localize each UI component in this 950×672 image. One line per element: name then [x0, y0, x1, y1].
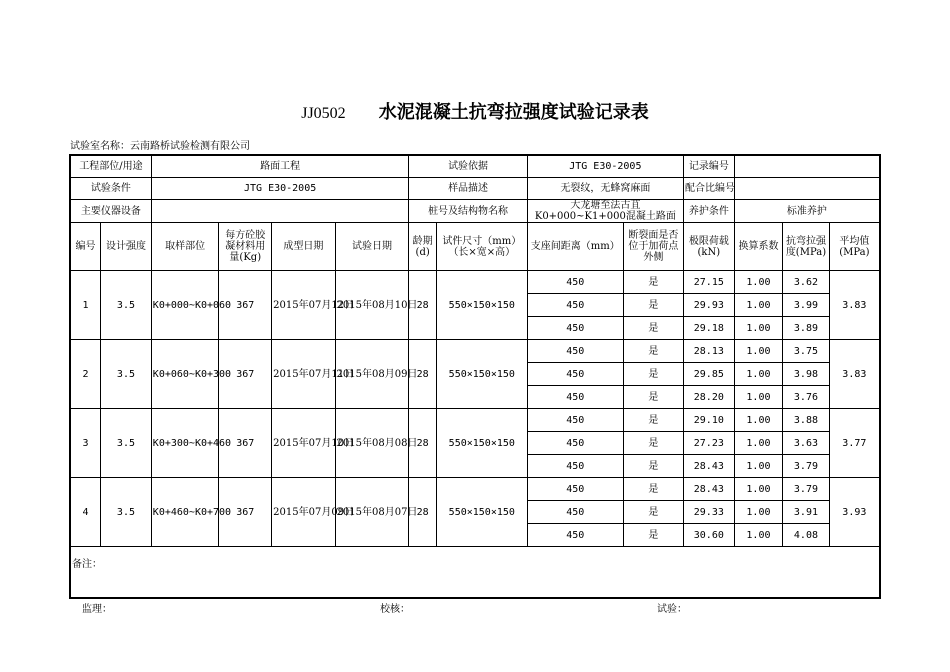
remarks-row: [70, 547, 880, 599]
supervisor-signature: 监理：: [82, 604, 112, 615]
record-no-label: 记录编号: [683, 155, 734, 178]
header-test-date: 试验日期: [335, 223, 409, 271]
table-row: [70, 271, 880, 294]
group-no: 4: [70, 478, 101, 547]
ultimate-load: 28.43: [683, 478, 734, 501]
support-span: 450: [527, 455, 623, 478]
support-span: 450: [527, 409, 623, 432]
sample-value: 无裂纹，无蜂窝麻面: [527, 178, 683, 200]
test-record-table: [69, 154, 881, 599]
design-strength: 3.5: [101, 340, 152, 409]
support-span: 450: [527, 294, 623, 317]
conversion-factor: 1.00: [734, 478, 783, 501]
cement-amount: 367: [219, 478, 272, 547]
header-age: 龄期(d): [409, 223, 436, 271]
fracture-outside: 是: [623, 294, 683, 317]
specimen-size: 550×150×150: [436, 478, 527, 547]
header-span: 支座间距离（mm）: [527, 223, 623, 271]
ultimate-load: 29.33: [683, 501, 734, 524]
flexural-strength: 3.76: [783, 386, 829, 409]
table-row: [70, 478, 880, 501]
cement-amount: 367: [219, 271, 272, 340]
station-value: 大龙塘至法古苴K0+000~K1+000混凝土路面: [527, 200, 683, 223]
flexural-strength: 3.79: [783, 478, 829, 501]
equipment-label: 主要仪器设备: [70, 200, 151, 223]
group-no: 2: [70, 340, 101, 409]
reviewer-signature: 校核：: [380, 604, 410, 615]
age: 28: [409, 409, 436, 478]
curing-label: 养护条件: [683, 200, 734, 223]
fracture-outside: 是: [623, 386, 683, 409]
conversion-factor: 1.00: [734, 432, 783, 455]
design-strength: 3.5: [101, 271, 152, 340]
specimen-size: 550×150×150: [436, 340, 527, 409]
specimen-size: 550×150×150: [436, 271, 527, 340]
header-average: 平均值(MPa): [829, 223, 880, 271]
conversion-factor: 1.00: [734, 501, 783, 524]
table-row: [70, 409, 880, 432]
cement-amount: 367: [219, 409, 272, 478]
design-strength: 3.5: [101, 478, 152, 547]
header-fracture: 断裂面是否位于加荷点外侧: [623, 223, 683, 271]
condition-label: 试验条件: [70, 178, 151, 200]
average-strength: 3.83: [829, 340, 880, 409]
fracture-outside: 是: [623, 455, 683, 478]
group-no: 1: [70, 271, 101, 340]
condition-value: JTG E30-2005: [151, 178, 409, 200]
fracture-outside: 是: [623, 524, 683, 547]
sampling-location: K0+300~K0+460: [151, 409, 219, 478]
average-strength: 3.83: [829, 271, 880, 340]
design-strength: 3.5: [101, 409, 152, 478]
average-strength: 3.77: [829, 409, 880, 478]
basis-value: JTG E30-2005: [527, 155, 683, 178]
column-header-row: [70, 223, 880, 271]
support-span: 450: [527, 340, 623, 363]
header-load: 极限荷载(kN): [683, 223, 734, 271]
fracture-outside: 是: [623, 432, 683, 455]
support-span: 450: [527, 501, 623, 524]
info-row-2: [70, 178, 880, 200]
station-label: 桩号及结构物名称: [409, 200, 527, 223]
conversion-factor: 1.00: [734, 524, 783, 547]
fracture-outside: 是: [623, 363, 683, 386]
conversion-factor: 1.00: [734, 386, 783, 409]
flexural-strength: 3.89: [783, 317, 829, 340]
sampling-location: K0+000~K0+060: [151, 271, 219, 340]
molding-date: 2015年07月09日: [272, 478, 335, 547]
header-factor: 换算系数: [734, 223, 783, 271]
flexural-strength: 3.79: [783, 455, 829, 478]
support-span: 450: [527, 524, 623, 547]
sample-label: 样品描述: [409, 178, 527, 200]
ultimate-load: 29.10: [683, 409, 734, 432]
conversion-factor: 1.00: [734, 271, 783, 294]
ultimate-load: 27.15: [683, 271, 734, 294]
conversion-factor: 1.00: [734, 294, 783, 317]
ultimate-load: 29.18: [683, 317, 734, 340]
header-strength: 抗弯拉强度(MPa): [783, 223, 829, 271]
group-no: 3: [70, 409, 101, 478]
test-date: 2015年08月10日: [335, 271, 409, 340]
flexural-strength: 3.98: [783, 363, 829, 386]
flexural-strength: 3.75: [783, 340, 829, 363]
ultimate-load: 27.23: [683, 432, 734, 455]
header-no: 编号: [70, 223, 101, 271]
conversion-factor: 1.00: [734, 317, 783, 340]
sampling-location: K0+460~K0+700: [151, 478, 219, 547]
remarks: 备注：: [70, 547, 880, 599]
age: 28: [409, 478, 436, 547]
project-value: 路面工程: [151, 155, 409, 178]
form-code: JJ0502: [301, 105, 346, 122]
support-span: 450: [527, 317, 623, 340]
lab-name: 试验室名称：云南路桥试验检测有限公司: [70, 141, 250, 152]
header-location: 取样部位: [151, 223, 219, 271]
flexural-strength: 3.91: [783, 501, 829, 524]
molding-date: 2015年07月11日: [272, 340, 335, 409]
ultimate-load: 28.13: [683, 340, 734, 363]
project-label: 工程部位/用途: [70, 155, 151, 178]
ultimate-load: 30.60: [683, 524, 734, 547]
document-title: [0, 98, 950, 124]
fracture-outside: 是: [623, 340, 683, 363]
test-date: 2015年08月09日: [335, 340, 409, 409]
mix-no-label: 配合比编号: [683, 178, 734, 200]
support-span: 450: [527, 432, 623, 455]
flexural-strength: 4.08: [783, 524, 829, 547]
molding-date: 2015年07月12日: [272, 271, 335, 340]
age: 28: [409, 340, 436, 409]
conversion-factor: 1.00: [734, 340, 783, 363]
tester-signature: 试验：: [657, 604, 687, 615]
fracture-outside: 是: [623, 409, 683, 432]
conversion-factor: 1.00: [734, 409, 783, 432]
test-date: 2015年08月07日: [335, 478, 409, 547]
cement-amount: 367: [219, 340, 272, 409]
test-date: 2015年08月08日: [335, 409, 409, 478]
record-no-value: [734, 155, 880, 178]
header-cement: 每方砼胶凝材料用量(Kg): [219, 223, 272, 271]
fracture-outside: 是: [623, 271, 683, 294]
sampling-location: K0+060~K0+300: [151, 340, 219, 409]
specimen-size: 550×150×150: [436, 409, 527, 478]
conversion-factor: 1.00: [734, 455, 783, 478]
support-span: 450: [527, 363, 623, 386]
age: 28: [409, 271, 436, 340]
info-row-1: [70, 155, 880, 178]
header-design-strength: 设计强度: [101, 223, 152, 271]
ultimate-load: 28.43: [683, 455, 734, 478]
ultimate-load: 29.93: [683, 294, 734, 317]
ultimate-load: 29.85: [683, 363, 734, 386]
conversion-factor: 1.00: [734, 363, 783, 386]
average-strength: 3.93: [829, 478, 880, 547]
info-row-3: [70, 200, 880, 223]
header-size: 试件尺寸（mm）（长×宽×高）: [436, 223, 527, 271]
support-span: 450: [527, 271, 623, 294]
ultimate-load: 28.20: [683, 386, 734, 409]
curing-value: 标准养护: [734, 200, 880, 223]
flexural-strength: 3.88: [783, 409, 829, 432]
header-molding-date: 成型日期: [272, 223, 335, 271]
flexural-strength: 3.62: [783, 271, 829, 294]
flexural-strength: 3.99: [783, 294, 829, 317]
fracture-outside: 是: [623, 478, 683, 501]
table-row: [70, 340, 880, 363]
flexural-strength: 3.63: [783, 432, 829, 455]
mix-no-value: [734, 178, 880, 200]
support-span: 450: [527, 386, 623, 409]
support-span: 450: [527, 478, 623, 501]
fracture-outside: 是: [623, 317, 683, 340]
equipment-value: [151, 200, 409, 223]
molding-date: 2015年07月10日: [272, 409, 335, 478]
basis-label: 试验依据: [409, 155, 527, 178]
form-title: 水泥混凝土抗弯拉强度试验记录表: [378, 102, 649, 123]
fracture-outside: 是: [623, 501, 683, 524]
